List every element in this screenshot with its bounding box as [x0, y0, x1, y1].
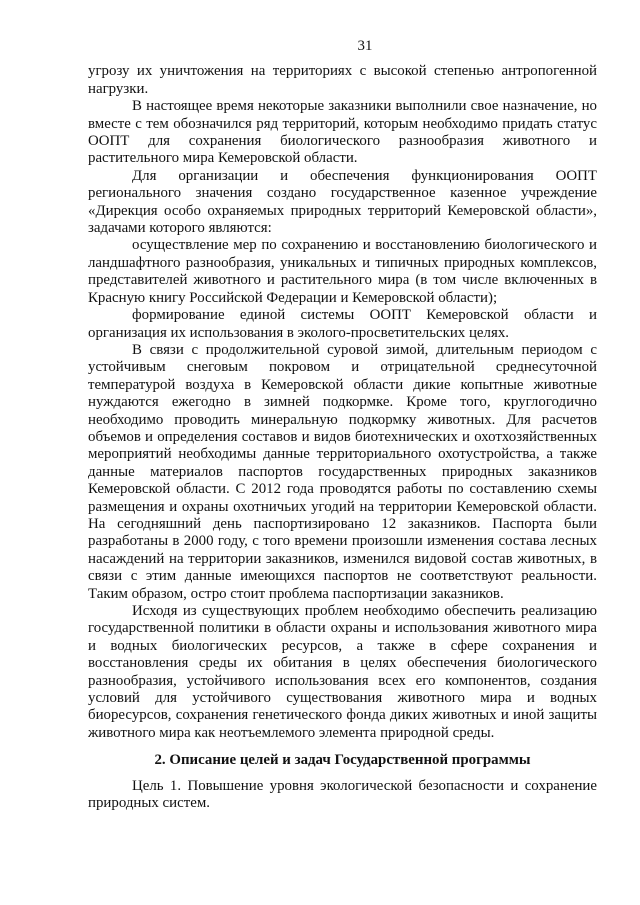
paragraph-directorate: Для организации и обеспечения функционирования ООПТ регионального значения создано государственное казенное учреждение «Дирекция особо охраняемых природных территорий Кемеровской области», задачами которого являются:	[88, 167, 597, 237]
page-number: 31	[357, 38, 373, 54]
paragraph-task-2: формирование единой системы ООПТ Кемеровской области и организация их использования в эколого-просветительских целях.	[88, 307, 597, 341]
paragraph-goal-1: Цель 1. Повышение уровня экологической безопасности и сохранение природных систем.	[88, 777, 597, 812]
paragraph-task-1: осуществление мер по сохранению и восстановлению биологического и ландшафтного разнообразия, уникальных и типичных природных комплексов, представителей животного и растительного мира (в том числе включенных в Красную книгу Российской Федерации и Кемеровской области);	[88, 237, 597, 306]
paragraph-policy: Исходя из существующих проблем необходимо обеспечить реализацию государственной политики в области охраны и использования животного мира и водных биологических ресурсов, а также в сфере сохранения и восстановления среды их обитания в целях обеспечения биологического разнообразия, устойчивого использования всех его компонентов, создания условий для устойчивого существования животного мира и водных биоресурсов, сохранения генетического фонда диких животных и иной защиты животного мира как неотъемлемого элемента природной среды.	[88, 603, 597, 741]
paragraph-zakazniki: В настоящее время некоторые заказники выполнили свое назначение, но вместе с тем обозначился ряд территорий, которым необходимо придать статус ООПТ для сохранения биологического разнообразия животного и растительного мира Кемеровской области.	[88, 98, 597, 167]
paragraph-winter-feeding: В связи с продолжительной суровой зимой, длительным периодом с устойчивым снеговым покровом и отрицательной среднесуточной температурой воздуха в Кемеровской области дикие копытные животные нуждаются ежегодно в зимней подкормке. Кроме того, круглогодично необходимо проводить минеральную подкормку животных. Для расчетов объемов и определения составов и видов биотехнических и охотхозяйственных мероприятий необходимы данные территориального охотустройства, а также данные материалов паспортов государственных природных заказников Кемеровской области. С 2012 года проводятся работы по составлению схемы размещения и охраны охотничьих угодий на территории Кемеровской области. На сегодняшний день паспортизировано 12 заказников. Паспорта были разработаны в 2000 году, с того времени произошли изменения состава лесных насаждений на территории заказников, изменился видовой состав животных, в связи с этим данные имеющихся паспортов не соответствуют реальности. Таким образом, остро стоит проблема паспортизации заказников.	[88, 341, 597, 602]
section-heading: 2. Описание целей и задач Государственной программы	[154, 752, 531, 769]
paragraph-continuation: угрозу их уничтожения на территориях с высокой степенью антропогенной нагрузки.	[88, 63, 597, 97]
